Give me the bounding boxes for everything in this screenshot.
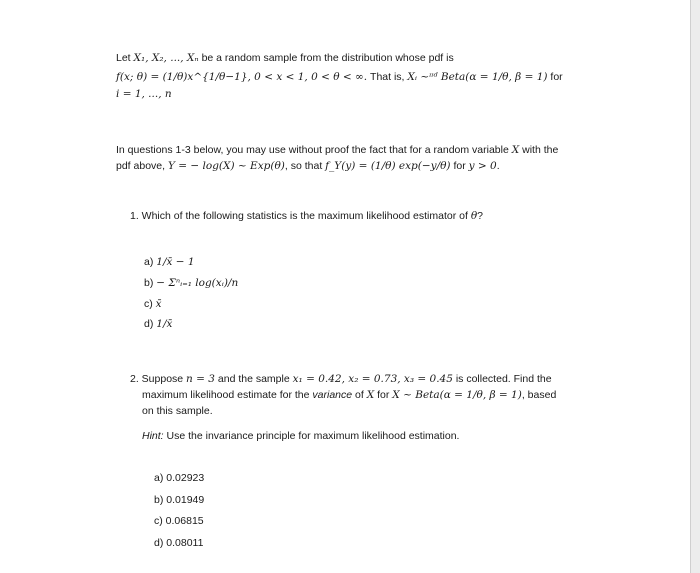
q2-line-1 (130, 373, 552, 386)
q2-line-2 (142, 389, 556, 402)
option-label: a) (144, 256, 157, 268)
q1-option-d[interactable] (144, 318, 172, 331)
hint-line-1 (116, 144, 558, 157)
math-exp: Y = − log(X) ~ Exp(θ) (167, 160, 285, 172)
math-sample: X₁, X₂, ..., Xₙ (133, 52, 199, 64)
option-label: d) (144, 318, 157, 330)
text: of (352, 389, 367, 401)
math-x: X (366, 389, 375, 401)
hint-label: Hint: (142, 430, 164, 442)
intro-line-3 (116, 88, 172, 101)
math-pdf: f(x; θ) = (1/θ)x^{1/θ−1}, 0 < x < 1, 0 < θ < ∞. (116, 71, 368, 83)
math-beta: X ~ Beta(α = 1/θ, β = 1) (392, 389, 522, 401)
option-text: d) 0.08011 (154, 537, 204, 549)
text: . (496, 160, 500, 172)
option-math: 1/x̄ − 1 (156, 256, 195, 268)
math-theta: θ (470, 210, 478, 222)
q1-option-c[interactable] (144, 298, 162, 311)
q2-hint (142, 430, 459, 443)
option-label: c) (144, 298, 156, 310)
text: maximum likelihood estimate for the (142, 389, 313, 401)
text: with the (519, 144, 559, 156)
math-beta: Xᵢ ~ᶦᶦᵈ Beta(α = 1/θ, β = 1) (407, 71, 548, 83)
q2-option-c[interactable] (154, 515, 204, 528)
text: for (547, 71, 563, 83)
intro-line-2 (116, 71, 563, 84)
math-n: n = 3 (186, 373, 215, 385)
option-text: c) 0.06815 (154, 515, 204, 527)
text: pdf above, (116, 160, 168, 172)
text: That is, (367, 71, 408, 83)
text: Let (116, 52, 134, 64)
text: on this sample. (142, 405, 213, 417)
text: and the sample (214, 373, 293, 385)
option-math: 1/x̄ (156, 318, 173, 330)
option-text: a) 0.02923 (154, 472, 205, 484)
text: for (450, 160, 469, 172)
text: ? (477, 210, 483, 222)
q2-option-d[interactable] (154, 537, 203, 550)
option-math: x̄ (155, 298, 162, 310)
hint-line-2 (116, 160, 500, 173)
math-sample-values: x₁ = 0.42, x₂ = 0.73, x₃ = 0.45 (292, 373, 453, 385)
math-x: X (511, 144, 520, 156)
q1-option-a[interactable] (144, 256, 195, 269)
text: In questions 1-3 below, you may use without proof the fact that for a random variable (116, 144, 512, 156)
option-math: − Σⁿᵢ₌₁ log(xᵢ)/n (156, 277, 239, 289)
q2-option-b[interactable] (154, 494, 204, 507)
option-label: b) (144, 277, 157, 289)
q1-text (130, 210, 483, 223)
math-index: i = 1, ..., n (116, 88, 172, 100)
q1-option-b[interactable] (144, 277, 238, 290)
hint-text: Use the invariance principle for maximum likelihood estimation. (163, 430, 460, 442)
text: is collected. Find the (452, 373, 552, 385)
text: 2. Suppose (130, 373, 187, 385)
text: , based (521, 389, 557, 401)
italic-variance: variance (312, 389, 353, 401)
math-y: y > 0 (468, 160, 497, 172)
text: for (374, 389, 393, 401)
text: , so that (284, 160, 326, 172)
text: be a random sample from the distribution whose pdf is (198, 52, 454, 64)
q2-line-3 (142, 405, 213, 418)
q2-option-a[interactable] (154, 472, 204, 485)
text: 1. Which of the following statistics is the maximum likelihood estimator of (130, 210, 471, 222)
option-text: b) 0.01949 (154, 494, 205, 506)
intro-line-1 (116, 52, 454, 65)
math-fy: f_Y(y) = (1/θ) exp(−y/θ) (325, 160, 451, 172)
